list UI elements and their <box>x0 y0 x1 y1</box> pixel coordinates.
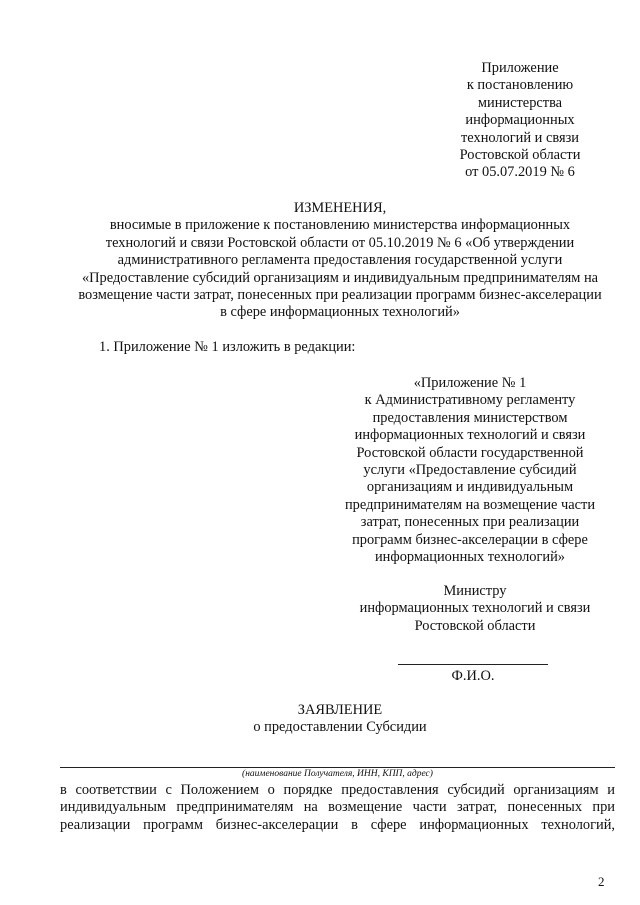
new-appendix-line: затрат, понесенных при реализации <box>360 514 580 531</box>
new-appendix-line: услуги «Предоставление субсидий <box>363 462 577 479</box>
appendix-line: Приложение <box>481 60 559 76</box>
changes-line: технологий и связи Ростовской области от 05.10.2019 № 6 «Об утверждении <box>105 234 575 251</box>
new-appendix-line: организациям и индивидуальным <box>366 479 574 496</box>
appendix-line: к постановлению <box>466 77 574 94</box>
addressee-line: Ростовской области <box>414 617 536 634</box>
body-line: в соответствии с Положением о порядке предоставления субсидий организациям и <box>60 782 615 798</box>
addressee-line: информационных технологий и связи <box>359 600 591 617</box>
recipient-fill-line <box>60 767 615 768</box>
changes-line: административного регламента предоставления государственной услуги <box>117 252 563 269</box>
changes-line: вносимые в приложение к постановлению министерства информационных <box>109 217 571 234</box>
appendix-line: информационных <box>465 112 575 129</box>
statement-heading <box>160 702 520 737</box>
appendix-line: технологий и связи <box>461 129 579 146</box>
new-appendix-line: «Приложение № 1 <box>413 375 527 391</box>
changes-title: ИЗМЕНЕНИЯ, <box>293 200 387 216</box>
new-appendix-line: предоставления министерством <box>372 409 568 426</box>
statement-title: ЗАЯВЛЕНИЕ <box>297 702 383 718</box>
changes-line: в сфере информационных технологий» <box>220 304 460 321</box>
statement-subtitle: о предоставлении Субсидии <box>253 719 427 736</box>
changes-line: «Предоставление субсидий организациям и индивидуальным предпринимателям на <box>81 269 599 286</box>
page-number: 2 <box>598 874 605 889</box>
signature-line <box>398 664 548 665</box>
changes-section <box>60 200 620 322</box>
appendix-line: министерства <box>477 94 563 111</box>
body-paragraph <box>60 782 615 834</box>
new-appendix-line: информационных технологий и связи <box>354 427 586 444</box>
new-appendix-header <box>330 375 610 566</box>
new-appendix-line: к Административному регламенту <box>364 392 576 409</box>
signature-name: Ф.И.О. <box>451 668 495 684</box>
new-appendix-line: Ростовской области государственной <box>356 444 584 461</box>
changes-line: возмещение части затрат, понесенных при реализации программ бизнес-акселерации <box>78 287 602 304</box>
appendix-header <box>440 60 600 182</box>
recipient-caption: (наименование Получателя, ИНН, КПП, адрес) <box>242 769 433 779</box>
body-line: реализации программ бизнес-акселерации в сфере информационных технологий, <box>60 816 615 833</box>
appendix-line: от 05.07.2019 № 6 <box>465 164 575 181</box>
new-appendix-line: предпринимателям на возмещение части <box>344 496 596 513</box>
appendix-line: Ростовской области <box>459 147 581 164</box>
new-appendix-line: программ бизнес-акселерации в сфере <box>352 531 588 548</box>
body-line: индивидуальным предпринимателям на возмещение части затрат, понесенных при <box>60 799 615 816</box>
list-item-1: 1. Приложение № 1 изложить в редакции: <box>99 339 356 355</box>
addressee-line: Министру <box>443 583 507 599</box>
addressee-block <box>340 583 610 635</box>
new-appendix-line: информационных технологий» <box>374 549 566 566</box>
